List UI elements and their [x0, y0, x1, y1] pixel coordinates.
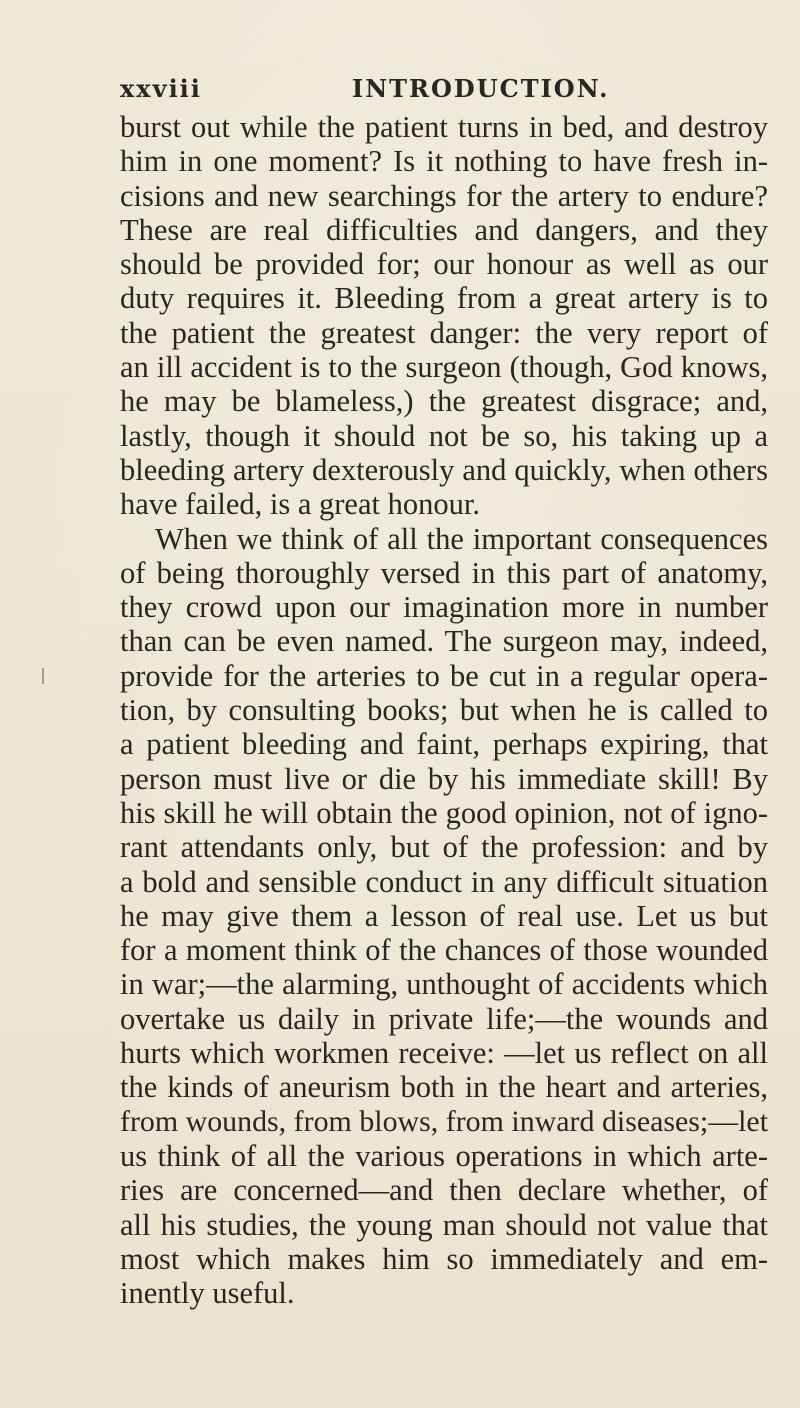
- text-line: cisions and new searchings for the artery to endure?: [120, 178, 768, 213]
- text-line: him in one moment? Is it nothing to have fresh in-: [120, 144, 768, 179]
- running-title: INTRODUCTION.: [352, 74, 610, 103]
- text-line: they crowd upon our imagination more in number: [120, 590, 768, 625]
- text-line: burst out while the patient turns in bed, and destroy: [120, 110, 768, 144]
- text-line: These are real difficulties and dangers, and they: [120, 212, 768, 247]
- text-line: inently useful.: [120, 1276, 295, 1311]
- paragraph-2: [120, 522, 768, 1311]
- text-line: provide for the arteries to be cut in a regular opera-: [120, 658, 768, 693]
- margin-mark: [42, 668, 44, 684]
- text-line: rant attendants only, but of the profession: and by: [120, 830, 768, 865]
- text-line: most which makes him so immediately and em-: [120, 1241, 768, 1276]
- text-line: person must live or die by his immediate skill! By: [120, 761, 768, 796]
- text-line: have failed, is a great honour.: [120, 487, 480, 522]
- body-text: [120, 110, 768, 1310]
- text-line: the patient the greatest danger: the very report of: [120, 315, 768, 350]
- text-line: bleeding artery dexterously and quickly, when others: [120, 452, 768, 487]
- text-line: of being thoroughly versed in this part of anatomy,: [120, 555, 768, 590]
- text-line: an ill accident is to the surgeon (though, God knows,: [120, 350, 768, 385]
- text-line: he may give them a lesson of real use. Let us but: [120, 898, 768, 933]
- text-line: When we think of all the important consequences: [155, 521, 768, 556]
- page-number: xxviii: [120, 74, 202, 103]
- text-line: in war;—the alarming, unthought of accidents which: [120, 967, 768, 1002]
- text-line: a bold and sensible conduct in any difficult situation: [120, 864, 768, 899]
- text-line: the kinds of aneurism both in the heart and arteries,: [120, 1070, 768, 1105]
- text-line: should be provided for; our honour as well as our: [120, 247, 768, 282]
- paragraph-1: [120, 110, 768, 522]
- text-line: all his studies, the young man should not value that: [120, 1207, 768, 1242]
- text-line: for a moment think of the chances of those wounded: [120, 933, 768, 968]
- text-line: lastly, though it should not be so, his taking up a: [120, 418, 768, 453]
- text-line: hurts which workmen receive: —let us reflect on all: [120, 1036, 768, 1071]
- text-line: overtake us daily in private life;—the wounds and: [120, 1001, 768, 1036]
- text-line: us think of all the various operations in which arte-: [120, 1138, 768, 1173]
- text-line: than can be even named. The surgeon may, indeed,: [120, 624, 768, 659]
- text-line: ries are concerned—and then declare whether, of: [120, 1173, 768, 1208]
- page-header: [120, 74, 740, 110]
- text-line: he may be blameless,) the greatest disgrace; and,: [120, 384, 768, 419]
- text-line: duty requires it. Bleeding from a great artery is to: [120, 281, 768, 316]
- text-line: his skill he will obtain the good opinion, not of igno-: [120, 795, 768, 830]
- text-line: from wounds, from blows, from inward diseases;—let: [120, 1104, 768, 1138]
- text-line: a patient bleeding and faint, perhaps expiring, that: [120, 727, 768, 762]
- text-line: tion, by consulting books; but when he is called to: [120, 693, 768, 728]
